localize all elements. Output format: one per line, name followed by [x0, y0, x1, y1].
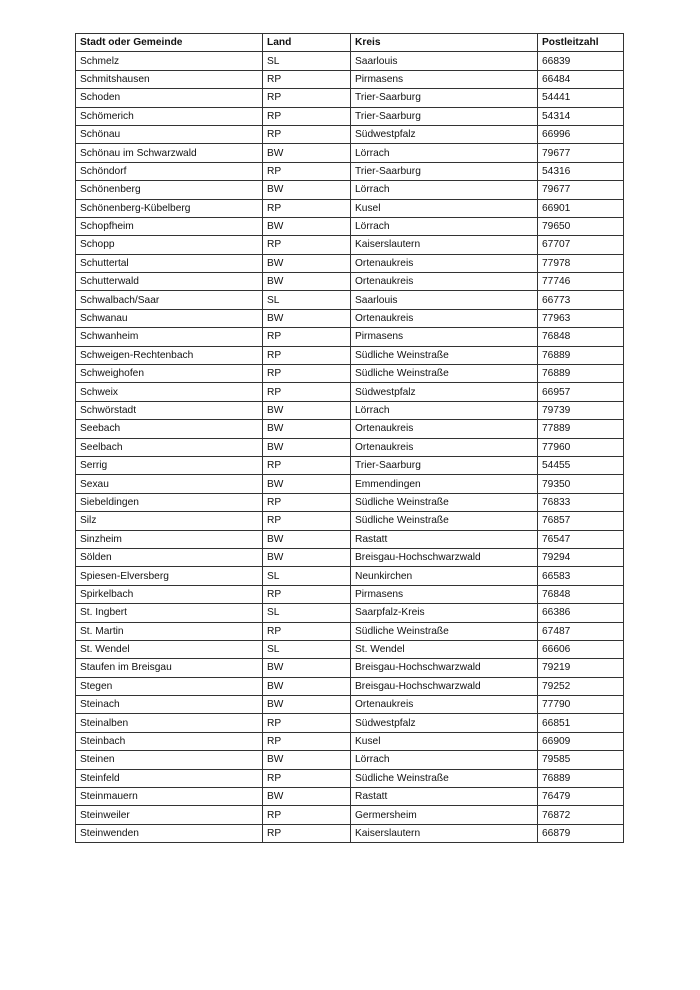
cell-city: Siebeldingen [76, 493, 263, 511]
cell-postal-code: 79252 [538, 677, 624, 695]
table-row [76, 659, 624, 677]
cell-district: Lörrach [351, 751, 538, 769]
cell-district: Südwestpfalz [351, 383, 538, 401]
cell-district: Saarpfalz-Kreis [351, 604, 538, 622]
cell-city: Silz [76, 512, 263, 530]
table-row [76, 585, 624, 603]
cell-city: Spiesen-Elversberg [76, 567, 263, 585]
cell-postal-code: 77790 [538, 696, 624, 714]
cell-postal-code: 76479 [538, 788, 624, 806]
cell-state: RP [263, 493, 351, 511]
cell-postal-code: 54314 [538, 107, 624, 125]
table-row [76, 70, 624, 88]
table-row [76, 714, 624, 732]
table-row [76, 199, 624, 217]
cell-city: Schweighofen [76, 365, 263, 383]
cell-city: Schweix [76, 383, 263, 401]
cell-district: Südwestpfalz [351, 714, 538, 732]
cell-city: Seebach [76, 420, 263, 438]
cell-district: Kaiserslautern [351, 824, 538, 842]
table-row [76, 677, 624, 695]
cell-postal-code: 79219 [538, 659, 624, 677]
cell-district: Südliche Weinstraße [351, 622, 538, 640]
cell-state: RP [263, 585, 351, 603]
cell-state: SL [263, 567, 351, 585]
cell-district: Pirmasens [351, 328, 538, 346]
cell-postal-code: 77746 [538, 273, 624, 291]
cell-postal-code: 76848 [538, 585, 624, 603]
cell-state: BW [263, 751, 351, 769]
cell-city: Staufen im Breisgau [76, 659, 263, 677]
cell-city: Schömerich [76, 107, 263, 125]
cell-city: Schweigen-Rechtenbach [76, 346, 263, 364]
cell-city: Stegen [76, 677, 263, 695]
table-row [76, 89, 624, 107]
cell-postal-code: 76848 [538, 328, 624, 346]
cell-city: Schmitshausen [76, 70, 263, 88]
cell-postal-code: 66996 [538, 125, 624, 143]
table-row [76, 401, 624, 419]
cell-city: Schopfheim [76, 217, 263, 235]
cell-district: Breisgau-Hochschwarzwald [351, 659, 538, 677]
cell-district: Kaiserslautern [351, 236, 538, 254]
cell-city: Schönau im Schwarzwald [76, 144, 263, 162]
table-row [76, 456, 624, 474]
table-row [76, 273, 624, 291]
cell-state: BW [263, 144, 351, 162]
cell-postal-code: 77978 [538, 254, 624, 272]
cell-postal-code: 79650 [538, 217, 624, 235]
table-row [76, 52, 624, 70]
table-row [76, 309, 624, 327]
cell-state: SL [263, 604, 351, 622]
cell-postal-code: 76889 [538, 769, 624, 787]
cell-state: RP [263, 383, 351, 401]
cell-city: Sexau [76, 475, 263, 493]
cell-state: BW [263, 181, 351, 199]
table-row [76, 438, 624, 456]
cell-state: RP [263, 236, 351, 254]
table-row [76, 548, 624, 566]
table-row [76, 530, 624, 548]
cell-state: BW [263, 788, 351, 806]
cell-district: Südwestpfalz [351, 125, 538, 143]
table-row [76, 383, 624, 401]
table-row [76, 107, 624, 125]
cell-city: Schwanau [76, 309, 263, 327]
table-row [76, 806, 624, 824]
table-row [76, 254, 624, 272]
table-row [76, 346, 624, 364]
cell-district: Rastatt [351, 530, 538, 548]
cell-postal-code: 66851 [538, 714, 624, 732]
cell-state: RP [263, 769, 351, 787]
cell-postal-code: 66839 [538, 52, 624, 70]
cell-state: RP [263, 346, 351, 364]
cell-city: Serrig [76, 456, 263, 474]
cell-city: Schmelz [76, 52, 263, 70]
cell-city: Steinen [76, 751, 263, 769]
cell-postal-code: 76833 [538, 493, 624, 511]
header-state: Land [263, 34, 351, 52]
cell-state: BW [263, 548, 351, 566]
cell-state: BW [263, 677, 351, 695]
cell-state: SL [263, 640, 351, 658]
table-row [76, 144, 624, 162]
cell-state: BW [263, 273, 351, 291]
cell-district: Breisgau-Hochschwarzwald [351, 677, 538, 695]
table-row [76, 751, 624, 769]
table-body [76, 52, 624, 843]
cell-postal-code: 76889 [538, 346, 624, 364]
table-row [76, 696, 624, 714]
cell-state: RP [263, 456, 351, 474]
cell-postal-code: 66386 [538, 604, 624, 622]
table-row [76, 732, 624, 750]
cell-postal-code: 66606 [538, 640, 624, 658]
cell-state: SL [263, 291, 351, 309]
cell-state: RP [263, 125, 351, 143]
cell-postal-code: 66957 [538, 383, 624, 401]
cell-state: BW [263, 254, 351, 272]
cell-district: Pirmasens [351, 585, 538, 603]
cell-postal-code: 79350 [538, 475, 624, 493]
cell-city: Schönenberg [76, 181, 263, 199]
table-header-row [76, 34, 624, 52]
cell-district: Ortenaukreis [351, 254, 538, 272]
cell-city: Sinzheim [76, 530, 263, 548]
cell-state: BW [263, 309, 351, 327]
header-district: Kreis [351, 34, 538, 52]
cell-district: Neunkirchen [351, 567, 538, 585]
cell-state: RP [263, 806, 351, 824]
cell-state: BW [263, 438, 351, 456]
cell-district: Ortenaukreis [351, 438, 538, 456]
cell-postal-code: 67487 [538, 622, 624, 640]
cell-city: Steinmauern [76, 788, 263, 806]
table-row [76, 493, 624, 511]
cell-postal-code: 77960 [538, 438, 624, 456]
table-row [76, 162, 624, 180]
table-row [76, 567, 624, 585]
cell-postal-code: 67707 [538, 236, 624, 254]
table-row [76, 604, 624, 622]
cell-district: Trier-Saarburg [351, 456, 538, 474]
cell-city: St. Wendel [76, 640, 263, 658]
table-row [76, 622, 624, 640]
cell-district: Ortenaukreis [351, 696, 538, 714]
cell-postal-code: 54316 [538, 162, 624, 180]
cell-postal-code: 76857 [538, 512, 624, 530]
cell-district: Ortenaukreis [351, 309, 538, 327]
cell-city: Schönau [76, 125, 263, 143]
cell-city: Steinalben [76, 714, 263, 732]
cell-state: BW [263, 530, 351, 548]
cell-state: RP [263, 365, 351, 383]
cell-state: BW [263, 475, 351, 493]
cell-postal-code: 54455 [538, 456, 624, 474]
cell-postal-code: 76889 [538, 365, 624, 383]
table-row [76, 640, 624, 658]
cell-city: Schöndorf [76, 162, 263, 180]
cell-city: Schopp [76, 236, 263, 254]
cell-postal-code: 79677 [538, 144, 624, 162]
cell-city: St. Ingbert [76, 604, 263, 622]
cell-district: St. Wendel [351, 640, 538, 658]
cell-city: Seelbach [76, 438, 263, 456]
table-row [76, 236, 624, 254]
cell-state: RP [263, 622, 351, 640]
cell-city: Steinbach [76, 732, 263, 750]
cell-district: Emmendingen [351, 475, 538, 493]
table-row [76, 217, 624, 235]
cell-state: RP [263, 512, 351, 530]
table-row [76, 824, 624, 842]
cell-postal-code: 66583 [538, 567, 624, 585]
table-row [76, 475, 624, 493]
table-row [76, 181, 624, 199]
cell-district: Rastatt [351, 788, 538, 806]
cell-city: Schönenberg-Kübelberg [76, 199, 263, 217]
cell-city: Steinweiler [76, 806, 263, 824]
cell-district: Kusel [351, 199, 538, 217]
cell-city: Sölden [76, 548, 263, 566]
header-city: Stadt oder Gemeinde [76, 34, 263, 52]
cell-district: Lörrach [351, 401, 538, 419]
cell-city: Schwörstadt [76, 401, 263, 419]
cell-postal-code: 66773 [538, 291, 624, 309]
cell-postal-code: 79294 [538, 548, 624, 566]
cell-state: BW [263, 696, 351, 714]
cell-state: RP [263, 107, 351, 125]
cell-city: Schuttertal [76, 254, 263, 272]
postal-code-table [75, 33, 624, 843]
cell-district: Breisgau-Hochschwarzwald [351, 548, 538, 566]
cell-city: Steinfeld [76, 769, 263, 787]
cell-city: St. Martin [76, 622, 263, 640]
cell-postal-code: 66879 [538, 824, 624, 842]
cell-postal-code: 66909 [538, 732, 624, 750]
cell-district: Germersheim [351, 806, 538, 824]
cell-postal-code: 66901 [538, 199, 624, 217]
cell-district: Südliche Weinstraße [351, 512, 538, 530]
cell-postal-code: 79585 [538, 751, 624, 769]
cell-state: RP [263, 824, 351, 842]
cell-district: Trier-Saarburg [351, 89, 538, 107]
cell-city: Schutterwald [76, 273, 263, 291]
cell-state: RP [263, 732, 351, 750]
cell-postal-code: 76547 [538, 530, 624, 548]
cell-district: Ortenaukreis [351, 420, 538, 438]
cell-postal-code: 66484 [538, 70, 624, 88]
cell-state: BW [263, 401, 351, 419]
cell-district: Lörrach [351, 181, 538, 199]
cell-district: Lörrach [351, 144, 538, 162]
cell-district: Südliche Weinstraße [351, 493, 538, 511]
cell-district: Saarlouis [351, 291, 538, 309]
cell-city: Schwanheim [76, 328, 263, 346]
cell-state: BW [263, 659, 351, 677]
cell-district: Kusel [351, 732, 538, 750]
cell-state: RP [263, 89, 351, 107]
cell-state: RP [263, 199, 351, 217]
cell-district: Lörrach [351, 217, 538, 235]
cell-postal-code: 54441 [538, 89, 624, 107]
cell-city: Schoden [76, 89, 263, 107]
table-row [76, 512, 624, 530]
cell-state: RP [263, 328, 351, 346]
table-row [76, 788, 624, 806]
table-row [76, 125, 624, 143]
cell-postal-code: 76872 [538, 806, 624, 824]
table-row [76, 769, 624, 787]
cell-state: RP [263, 70, 351, 88]
table-row [76, 328, 624, 346]
cell-state: RP [263, 714, 351, 732]
cell-city: Spirkelbach [76, 585, 263, 603]
cell-state: SL [263, 52, 351, 70]
cell-state: BW [263, 420, 351, 438]
cell-city: Steinach [76, 696, 263, 714]
cell-state: RP [263, 162, 351, 180]
cell-postal-code: 77889 [538, 420, 624, 438]
cell-state: BW [263, 217, 351, 235]
table-row [76, 420, 624, 438]
cell-city: Steinwenden [76, 824, 263, 842]
cell-district: Trier-Saarburg [351, 162, 538, 180]
cell-district: Ortenaukreis [351, 273, 538, 291]
table-row [76, 365, 624, 383]
cell-postal-code: 79677 [538, 181, 624, 199]
cell-postal-code: 77963 [538, 309, 624, 327]
cell-district: Pirmasens [351, 70, 538, 88]
cell-district: Südliche Weinstraße [351, 365, 538, 383]
cell-district: Südliche Weinstraße [351, 346, 538, 364]
cell-district: Südliche Weinstraße [351, 769, 538, 787]
cell-district: Saarlouis [351, 52, 538, 70]
cell-district: Trier-Saarburg [351, 107, 538, 125]
cell-city: Schwalbach/Saar [76, 291, 263, 309]
table-row [76, 291, 624, 309]
header-postal-code: Postleitzahl [538, 34, 624, 52]
cell-postal-code: 79739 [538, 401, 624, 419]
